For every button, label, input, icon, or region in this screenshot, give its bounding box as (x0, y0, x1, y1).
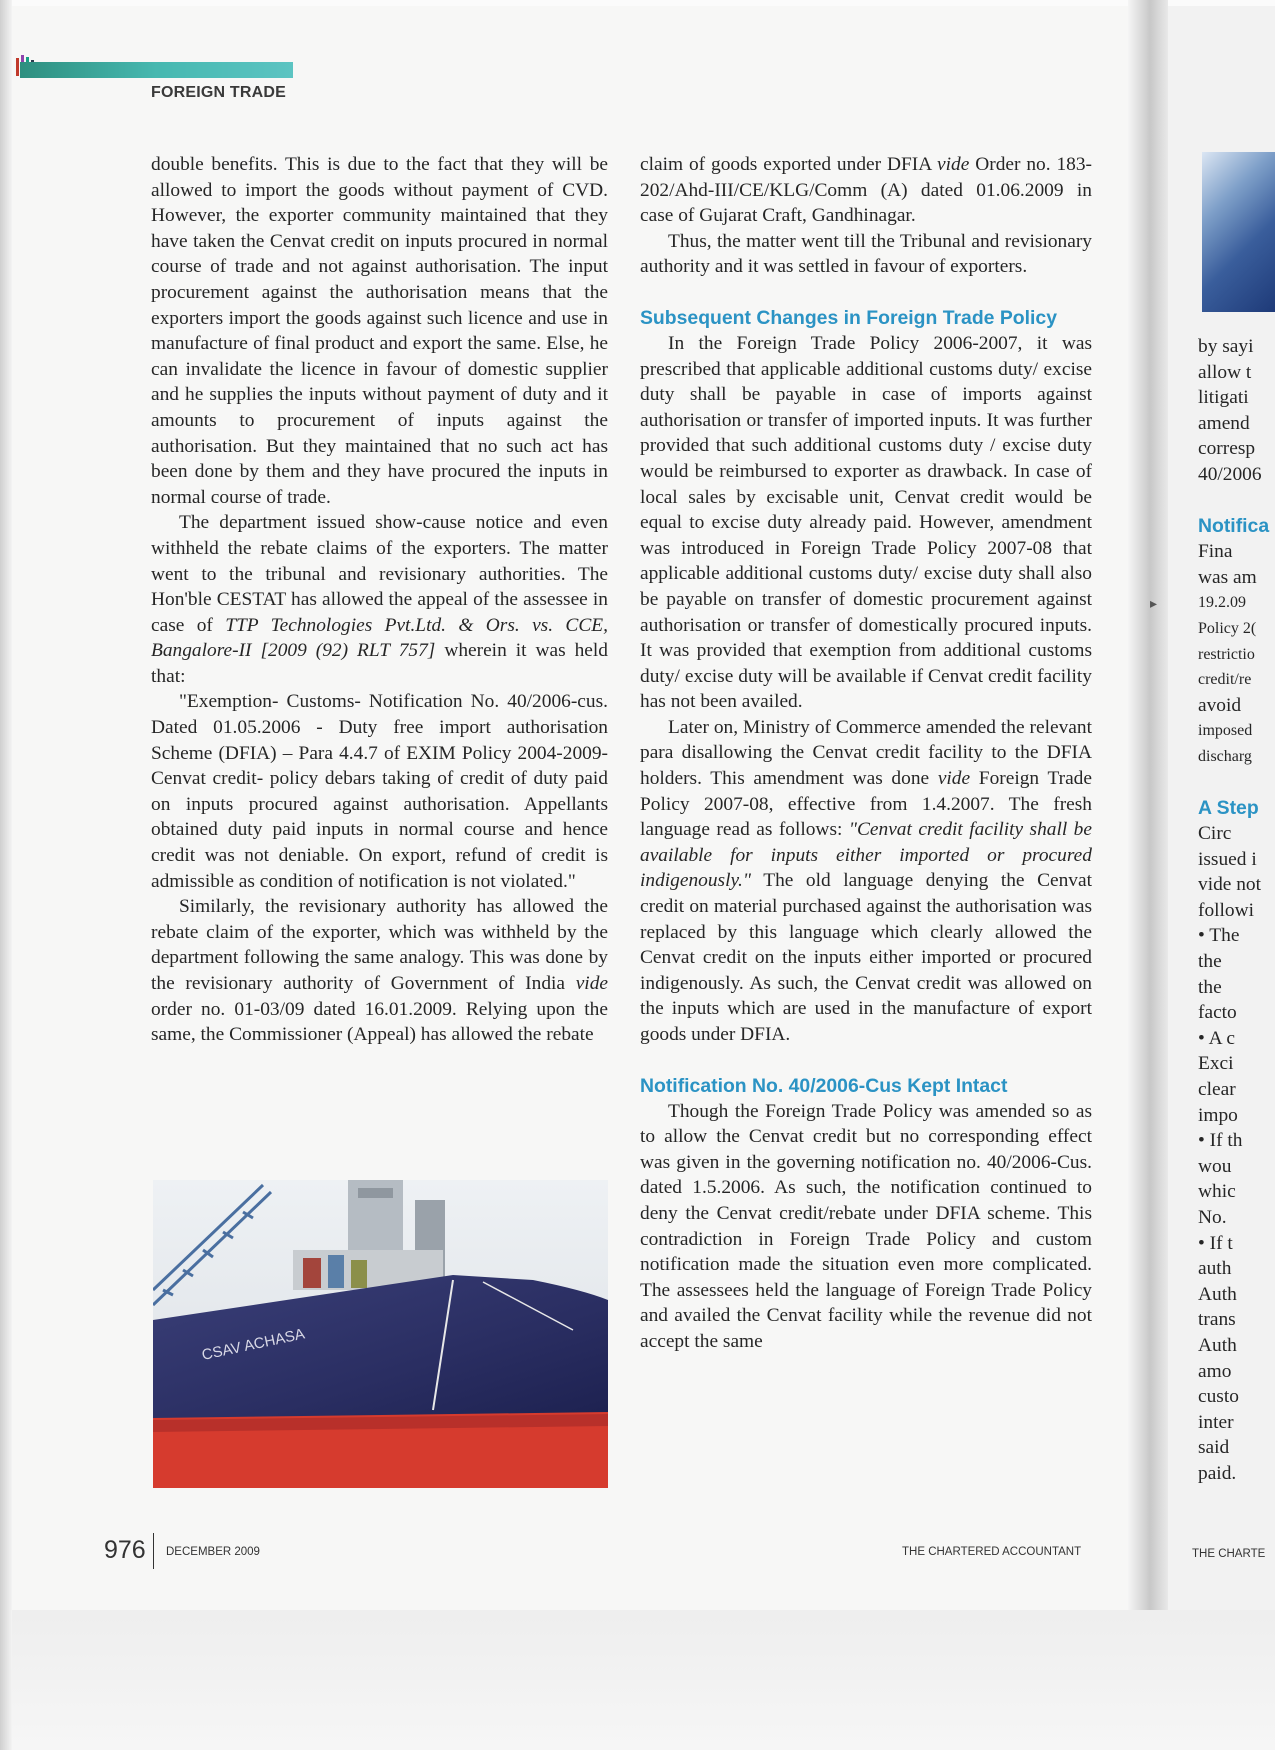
text-italic: vide (937, 768, 971, 790)
paragraph (151, 894, 608, 1048)
list-item: No. (1198, 1207, 1227, 1228)
text: wherein it was held that: (151, 640, 608, 687)
scan-bottom-band (0, 1610, 1275, 1750)
text-line: Circ (1198, 823, 1232, 845)
text: Similarly, the revisionary authority has allowed the rebate claim of the exporter, which was withheld by the department following the same analogy. This was done by the revisionary authority of Government of India (151, 896, 608, 994)
paragraph (640, 715, 1092, 1048)
list-item: paid. (1198, 1462, 1237, 1484)
text-line: 40/2006 (1198, 463, 1262, 485)
header-bar (20, 62, 293, 78)
policy-quote: "Cenvat credit facility shall be available for inputs either imported or procured indigenously." (640, 819, 1092, 892)
text-line: allow t (1198, 361, 1252, 383)
list-item: custo (1198, 1386, 1239, 1408)
list-item: the (1198, 976, 1222, 998)
ship-name-text: CSAV ACHASA (200, 1325, 307, 1364)
paragraph: double benefits. This is due to the fact that they will be allowed to import the goods without payment of CVD. However, the exporter community maintained that they have taken the Cenvat credit on inputs procured in normal course of trade and not against authorisation. The input procurement against the authorisation means that the exporters import the goods against such licence and use in manufacture of final product and export the same. Else, he can invalidate the licence in favour of domestic supplier and he supplies the inputs without payment of duty and it amounts to procurement of inputs against the authorisation. But they maintained that no such act has been done by them and they have procured the inputs in normal course of trade. (151, 154, 608, 508)
list-item: • If t (1198, 1232, 1233, 1254)
text-line: issued i (1198, 848, 1257, 870)
next-page-footer: THE CHARTE (1192, 1548, 1266, 1560)
paragraph: Though the Foreign Trade Policy was amended so as to allow the Cenvat credit but no corresponding effect was given in the governing notification no. 40/2006-Cus. dated 1.5.2006. As such, the notification continued to deny the Cenvat credit/rebate under DFIA scheme. This contradiction in Foreign Trade Policy and custom notification made the situation even more complicated. The assessees held the language of Foreign Trade Policy and availed the Cenvat facility while the revenue did not accept the same (640, 1100, 1092, 1352)
list-item: wou (1198, 1155, 1232, 1177)
paragraph (640, 152, 1092, 229)
text-line: Policy 2( (1198, 619, 1257, 637)
next-page-column (1198, 334, 1275, 1487)
list-item: the (1198, 951, 1222, 973)
text: The department issued show-cause notice and even withheld the rebate claims of the exporters. The matter went to the tribunal and revisionary authorities. The Hon'ble CESTAT has allowed the appeal of the assessee in case of (151, 512, 608, 636)
text-line: Fina (1198, 541, 1233, 563)
text-italic: vide (937, 154, 970, 175)
text-line: vide not (1198, 874, 1262, 896)
article-column-1 (151, 152, 608, 1048)
list-item: trans (1198, 1309, 1236, 1331)
text-line: restrictio (1198, 645, 1255, 663)
text-line: corresp (1198, 438, 1256, 460)
paragraph (151, 510, 608, 689)
list-item: clear (1198, 1079, 1236, 1101)
text: Order no. 183-202/Ahd-III/CE/KLG/Comm (A) dated 01.06.2009 in case of Gujarat Craft, Gandhinagar. (640, 154, 1093, 227)
text-line: credit/re (1198, 671, 1252, 689)
section-heading: A Step (1198, 796, 1259, 819)
text: The old language denying the Cenvat credit on material purchased against the authorisation was replaced by this language which clearly allowed the Cenvat credit on the inputs either imported or procured indigenously. As such, the Cenvat credit was allowed on the inputs which are used in the manufacture of export goods under DFIA. (640, 870, 1092, 1045)
text-line: amend (1198, 412, 1250, 434)
text-line: 19.2.09 (1198, 594, 1246, 612)
text: claim of goods exported under DFIA (640, 154, 938, 175)
page-number: 976 (104, 1536, 146, 1564)
publication-name: THE CHARTERED ACCOUNTANT (902, 1546, 1082, 1558)
list-item: • A c (1198, 1027, 1235, 1049)
list-item: whic (1198, 1181, 1236, 1203)
text: Later on, Ministry of Commerce amended the relevant para disallowing the Cenvat credit facility to the DFIA holders. This amendment was done (640, 716, 1092, 790)
article-column-2 (640, 152, 1092, 1355)
issue-date: DECEMBER 2009 (166, 1546, 260, 1558)
section-heading: Notification No. 40/2006-Cus Kept Intact (640, 1074, 1008, 1097)
list-item: auth (1198, 1258, 1232, 1280)
list-item: • If th (1198, 1130, 1243, 1152)
text: order no. 01-03/09 dated 16.01.2009. Relying upon the same, the Commissioner (Appeal) has allowed the rebate (151, 998, 608, 1046)
list-item: inter (1198, 1411, 1234, 1433)
list-item: facto (1198, 1002, 1237, 1024)
list-item: Auth (1198, 1334, 1237, 1356)
cargo-ship-photo (153, 1180, 608, 1488)
case-citation: TTP Technologies Pvt.Ltd. & Ors. vs. CCE, Bangalore-II [2009 (92) RLT 757] (151, 614, 608, 662)
list-item: amo (1198, 1360, 1232, 1382)
quoted-judgment: "Exemption- Customs- Notification No. 40/2006-cus. Dated 01.05.2006 - Duty free import authorisation Scheme (DFIA) – Para 4.4.7 of EXIM Policy 2004-2009- Cenvat credit- policy debars taking of credit of duty paid on inputs procured against authorisation. Appellants obtained duty paid inputs in normal course and hence credit was not deniable. On export, refund of credit is admissible as condition of notification is not violated." (151, 691, 608, 892)
text-line: by sayi (1198, 336, 1254, 357)
text-line: discharg (1198, 747, 1252, 765)
text-italic: vide (575, 973, 608, 994)
next-page-image (1202, 152, 1275, 312)
text-line: avoid (1198, 694, 1242, 716)
list-item: • The (1198, 925, 1240, 947)
list-item: Auth (1198, 1283, 1237, 1305)
book-gutter (1128, 0, 1168, 1750)
text-line: imposed (1198, 722, 1253, 740)
list-item: said (1198, 1437, 1230, 1459)
scan-mark: ▸ (1150, 597, 1158, 612)
list-item: impo (1198, 1104, 1238, 1126)
paragraph: In the Foreign Trade Policy 2006-2007, it was prescribed that applicable additional customs duty/ excise duty shall be payable in case of imports against authorisation or transfer of imported inputs. It was further provided that such additional customs duty / excise duty would be reimbursed to exporter as drawback. In case of local sales by excisable unit, Cenvat credit would be equal to excise duty already paid. However, amendment was introduced in Foreign Trade Policy 2007-08 that applicable additional customs duty/ excise duty shall also be payable on transfer of domestic procurement against authorisation or transfer of domestically procured inputs. It was provided that exemption from additional customs duty/ excise duty will be available if Cenvat credit facility has not been availed. (640, 332, 1092, 713)
section-heading: Subsequent Changes in Foreign Trade Policy (640, 306, 1057, 329)
text: Foreign Trade Policy 2007-08, effective from 1.4.2007. The fresh language read as follows: (640, 768, 1092, 841)
text-line: followi (1198, 899, 1255, 921)
paragraph: Thus, the matter went till the Tribunal and revisionary authority and it was settled in favour of exporters. (640, 230, 1092, 278)
text-line: litigati (1198, 387, 1249, 409)
text-line: was am (1198, 566, 1257, 588)
list-item: Exci (1198, 1053, 1234, 1075)
section-label: FOREIGN TRADE (151, 84, 287, 101)
footer-divider (153, 1533, 154, 1569)
section-heading: Notifica (1198, 514, 1270, 537)
scan-left-edge (0, 0, 12, 1750)
